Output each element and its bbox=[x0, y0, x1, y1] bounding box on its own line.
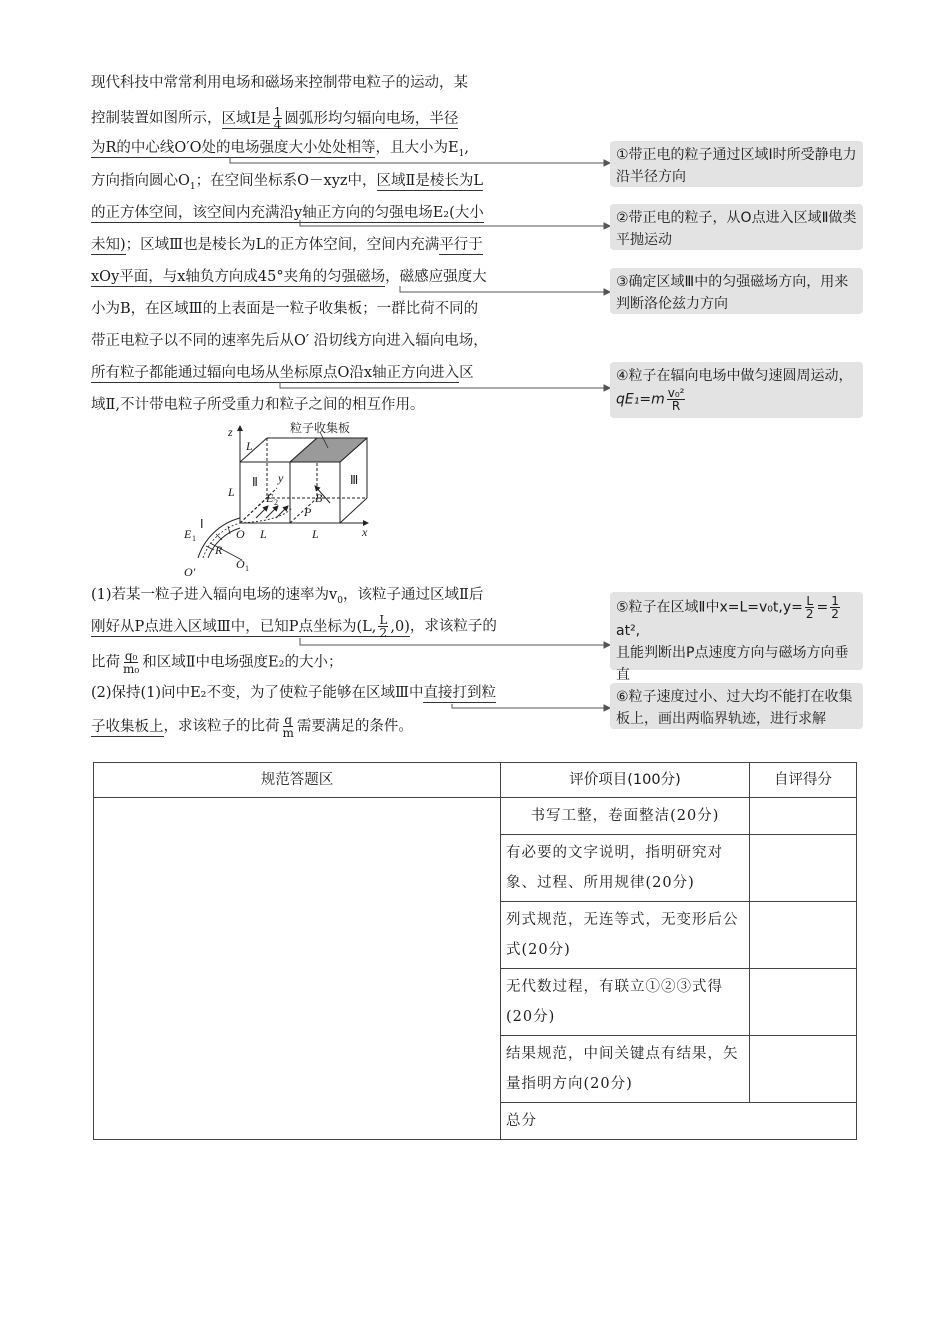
text: 比荷 bbox=[91, 654, 120, 671]
label-I: Ⅰ bbox=[200, 517, 204, 531]
subscript: 1 bbox=[189, 181, 196, 192]
criterion-5: 结果规范，中间关键点有结果，矢量指明方向(20分) bbox=[501, 1036, 750, 1103]
denominator: 2 bbox=[379, 626, 388, 640]
denominator: 4 bbox=[273, 118, 282, 132]
text: ；区域Ⅲ也是棱长为L的正方体空间，空间内充满 bbox=[125, 237, 440, 253]
evaluation-table bbox=[93, 762, 857, 1140]
numerator: L bbox=[379, 613, 388, 627]
fraction-half bbox=[830, 595, 840, 620]
underlined-phrase-1b: 为R的中心线O′O处的电场强度大小处处相等 bbox=[91, 140, 376, 156]
note-text: ⑤粒子在区域Ⅱ中x=L=v₀t,y= bbox=[616, 599, 803, 616]
denominator: R bbox=[671, 399, 681, 413]
score-cell-3[interactable] bbox=[750, 902, 857, 969]
subscript: 1 bbox=[458, 148, 465, 159]
table-row bbox=[94, 798, 857, 835]
numerator: 1 bbox=[273, 105, 282, 119]
underlined-phrase-3: 平行于 bbox=[439, 237, 483, 253]
text: 和区域Ⅱ中电场强度E₂的大小； bbox=[142, 654, 343, 671]
note-3 bbox=[610, 268, 863, 314]
answer-area[interactable] bbox=[94, 798, 501, 1140]
text: 刚好从P点进入区域Ⅲ中，已知P点坐标为(L, bbox=[91, 618, 377, 635]
text: (1)若某一粒子进入辐向电场的速率为v bbox=[91, 587, 338, 603]
underlined-phrase-4: 所有粒子都能通过辐向电场从坐标原点O沿x轴正方向进入 bbox=[91, 365, 460, 381]
underlined-phrase-2: 区域Ⅱ是棱长为L bbox=[376, 173, 484, 189]
note-2 bbox=[610, 204, 863, 250]
label-L-x1: L bbox=[260, 527, 267, 541]
note-text: 且能判断出P点速度方向与磁场方向垂直 bbox=[616, 645, 849, 683]
note-5 bbox=[610, 592, 863, 683]
label-E2-sub: 2 bbox=[274, 498, 278, 507]
label-E1-sub: 1 bbox=[192, 534, 196, 543]
text: ，磁感应强度大 bbox=[385, 269, 487, 285]
label-O1-sub: 1 bbox=[245, 564, 249, 573]
note-text: at², bbox=[616, 623, 641, 639]
note-text: ③确定区域Ⅲ中的匀强磁场方向，用来判断洛伦兹力方向 bbox=[616, 274, 849, 312]
denominator: m₀ bbox=[123, 662, 140, 676]
text: 现代科技中常常利用电场和磁场来控制带电粒子的运动，某 bbox=[91, 75, 468, 91]
label-L-x2: L bbox=[312, 527, 319, 541]
text: ，且大小为E bbox=[375, 140, 459, 156]
note-text: ④粒子在辐向电场中做匀速圆周运动， bbox=[616, 368, 853, 384]
header-self-score: 自评得分 bbox=[750, 763, 857, 798]
text: ，求该粒子的比荷 bbox=[163, 718, 280, 735]
score-cell-5[interactable] bbox=[750, 1036, 857, 1103]
numerator: q₀ bbox=[124, 649, 138, 663]
label-P: P bbox=[304, 505, 312, 519]
label-O-prime: O′ bbox=[184, 565, 196, 579]
note-text: = bbox=[816, 599, 829, 616]
note-text: ②带正电的粒子，从O点进入区域Ⅱ做类平抛运动 bbox=[616, 210, 857, 248]
note-text: ⑥粒子速度过小、过大均不能打在收集板上，画出两临界轨迹，进行求解 bbox=[616, 689, 853, 727]
label-L-left: L bbox=[228, 485, 235, 499]
criterion-3: 列式规范，无连等式，无变形后公式(20分) bbox=[501, 902, 750, 969]
text: 小为B，在区域Ⅲ的上表面是一粒子收集板；一群比荷不同的 bbox=[91, 301, 479, 317]
note-4 bbox=[610, 362, 863, 418]
label-II: Ⅱ bbox=[252, 475, 258, 489]
label-E1: E bbox=[184, 527, 192, 541]
score-cell-1[interactable] bbox=[750, 798, 857, 835]
denominator: m bbox=[282, 726, 294, 740]
table-header-row bbox=[94, 763, 857, 798]
numerator: L bbox=[806, 594, 813, 608]
note-text: ①带正电的粒子通过区域Ⅰ时所受静电力沿半径方向 bbox=[616, 147, 857, 185]
label-O1: O bbox=[236, 557, 245, 571]
underlined-phrase-6b: 子收集板上 bbox=[91, 718, 164, 735]
text: 方向指向圆心O bbox=[91, 173, 190, 189]
denominator: 2 bbox=[831, 607, 839, 621]
numerator: v₀² bbox=[667, 386, 685, 400]
criterion-2: 有必要的文字说明，指明研究对象、过程、所用规律(20分) bbox=[501, 835, 750, 902]
note-1 bbox=[610, 141, 863, 187]
text: 区域Ⅰ是 bbox=[221, 110, 271, 127]
header-answer-area: 规范答题区 bbox=[94, 763, 501, 798]
label-III: Ⅲ bbox=[350, 473, 359, 487]
text: ，求该粒子的 bbox=[409, 618, 497, 635]
label-y: y bbox=[278, 471, 284, 485]
text: ,0) bbox=[390, 618, 410, 635]
label-B: B bbox=[315, 491, 323, 505]
label-O: O bbox=[236, 527, 245, 541]
label-x: x bbox=[362, 525, 368, 539]
note-formula: qE₁=m bbox=[616, 391, 665, 408]
underlined-phrase-3b: xOy平面，与x轴负方向成45°夹角的匀强磁场 bbox=[91, 269, 386, 285]
numerator: 1 bbox=[831, 594, 839, 608]
subscript: 0 bbox=[337, 595, 343, 606]
text: ；在空间坐标系O－xyz中， bbox=[195, 173, 377, 189]
underlined-phrase-6: 直接打到粒 bbox=[423, 685, 496, 701]
figure-title: 粒子收集板 bbox=[290, 421, 351, 435]
text: 控制装置如图所示， bbox=[91, 110, 222, 127]
fraction-v0sq-R bbox=[667, 387, 686, 412]
text: 域Ⅱ,不计带电粒子所受重力和粒子之间的相互作用。 bbox=[91, 397, 425, 413]
criterion-4: 无代数过程，有联立①②③式得(20分) bbox=[501, 969, 750, 1036]
text: (2)保持(1)问中E₂不变，为了使粒子能够在区域Ⅲ中 bbox=[91, 685, 424, 701]
note-6 bbox=[610, 683, 863, 729]
label-E2: E bbox=[266, 491, 274, 505]
label-L-top: L bbox=[246, 439, 253, 453]
header-criteria: 评价项目(100分) bbox=[501, 763, 750, 798]
text: ，该粒子通过区域Ⅱ后 bbox=[342, 587, 484, 603]
label-R: R bbox=[215, 543, 223, 557]
total-label: 总分 bbox=[501, 1103, 857, 1140]
text: 圆弧形均匀辐向电场，半径 bbox=[284, 110, 459, 127]
score-cell-4[interactable] bbox=[750, 969, 857, 1036]
comma: , bbox=[464, 140, 469, 156]
fraction-L2 bbox=[805, 595, 815, 620]
text: 带正电粒子以不同的速率先后从O′ 沿切线方向进入辐向电场， bbox=[91, 333, 488, 349]
numerator: q bbox=[284, 713, 293, 727]
denominator: 2 bbox=[805, 607, 814, 621]
text: 区 bbox=[459, 365, 474, 381]
underlined-phrase-2b: 的正方体空间，该空间内充满沿y轴正方向的匀强电场E₂(大小 bbox=[91, 205, 484, 221]
text: 需要满足的条件。 bbox=[296, 718, 413, 735]
criterion-1: 书写工整，卷面整洁(20分) bbox=[501, 798, 750, 835]
score-cell-2[interactable] bbox=[750, 835, 857, 902]
label-z: z bbox=[228, 425, 233, 439]
underlined-phrase-2c: 未知) bbox=[91, 237, 126, 253]
